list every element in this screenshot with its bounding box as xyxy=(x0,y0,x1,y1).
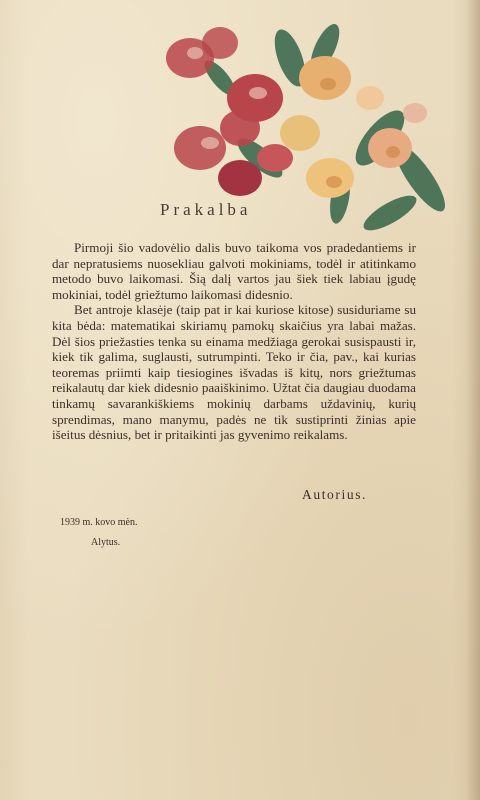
author-signature: Autorius. xyxy=(302,487,368,502)
preface-text xyxy=(52,240,416,443)
paragraph-1: Pirmoji šio vadovėlio dalis buvo taikoma vos pradedantiems ir dar nepratusiems nuosekliau galvoti mokiniams, todėl ir atitinkamo metodo buvo laikomasi. Šią dalį vartos jau šiek tiek labiau įgudę mokiniai, todėl griežtumo laikomasi didesnio. xyxy=(52,240,416,302)
place-line: Alytus. xyxy=(91,537,121,548)
paragraph-2: Bet antroje klasėje (taip pat ir kai kuriose kitose) susiduriame su kita bėda: matematikai skiriamų pamokų skaičius yra labai mažas. Dėl šios priežasties tenka su einama medžiaga gerokai susispausti ir, kiek tik galima, suglausti, sutrumpinti. Teko ir čia, pav., kai kurias teoremas priimti kaip tiesiogines išvadas iš kitų, nors griežtumas reikalautų dar kiek didesnio paaiškinimo. Užtat čia daugiau duodama tinkamų savarankiškiems mokinių darbams uždavinių, kurių sprendimas, mano manymu, padės ne tik sustiprinti žinias apie išeitus dėsnius, bet ir pritaikinti jas gyvenimo reikalams. xyxy=(52,302,416,443)
page-title: Prakalba xyxy=(160,200,252,219)
page-edge-shadow xyxy=(466,0,480,800)
date-line: 1939 m. kovo mėn. xyxy=(60,517,138,528)
